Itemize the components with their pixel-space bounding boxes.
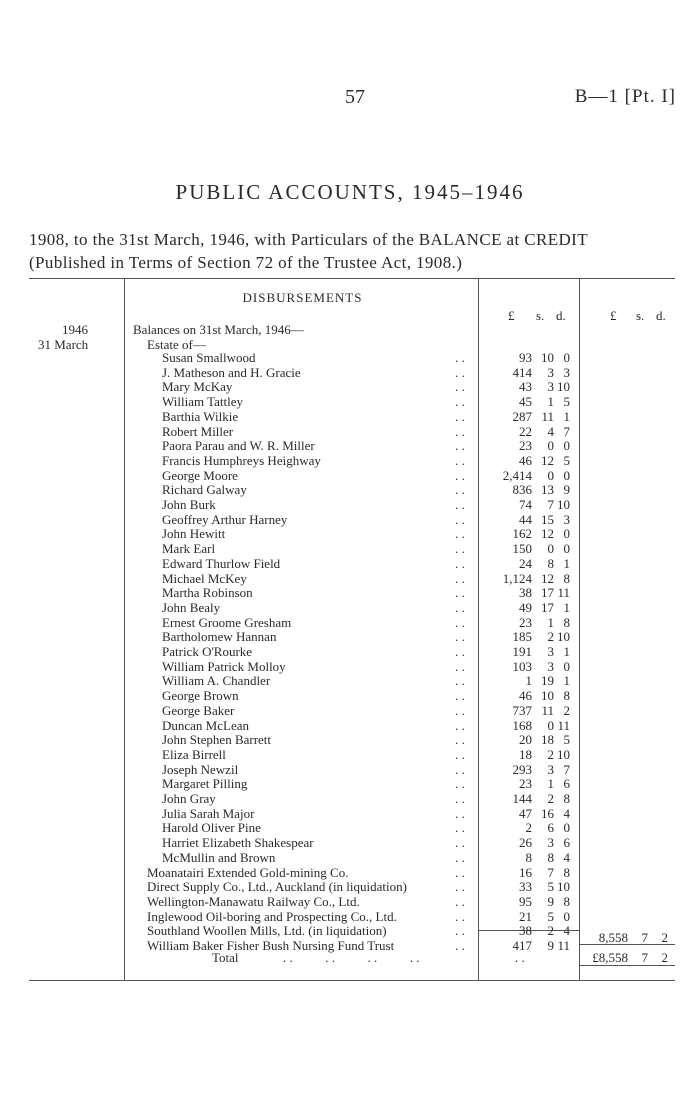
row-pence: 0 bbox=[563, 658, 570, 674]
row-shillings: 17 bbox=[541, 585, 554, 601]
row-pounds: 93 bbox=[519, 350, 532, 365]
row-pence: 10 bbox=[557, 746, 570, 762]
leader-dots: . . bbox=[455, 629, 465, 645]
row-shillings: 10 bbox=[541, 350, 554, 365]
row-pence: 4 bbox=[563, 923, 570, 939]
row-pounds: 22 bbox=[519, 423, 532, 439]
row-pence: 10 bbox=[557, 497, 570, 512]
leader-dots: . . bbox=[455, 482, 465, 498]
row-shillings: 18 bbox=[541, 732, 554, 748]
row-pence: 1 bbox=[563, 599, 570, 615]
row-pounds: 49 bbox=[519, 599, 532, 615]
row-pence: 8 bbox=[563, 570, 570, 586]
row-pence: 10 bbox=[557, 879, 570, 895]
row-pounds: 33 bbox=[519, 879, 532, 895]
table-row bbox=[0, 557, 700, 572]
row-pence: 3 bbox=[563, 511, 570, 527]
table-row bbox=[0, 498, 700, 513]
row-name: Joseph Newzil bbox=[162, 761, 239, 777]
row-name: Francis Humphreys Heighway bbox=[162, 452, 321, 468]
table-row bbox=[0, 645, 700, 660]
leader-dots: . . bbox=[455, 350, 465, 365]
row-name: Julia Sarah Major bbox=[162, 805, 255, 821]
estate-label: Estate of— bbox=[147, 337, 206, 352]
currency-pounds-header-2: £ bbox=[610, 308, 617, 323]
table-row bbox=[0, 410, 700, 425]
table-row bbox=[0, 439, 700, 454]
row-pounds: 47 bbox=[519, 805, 532, 821]
row-pounds: 44 bbox=[519, 511, 532, 527]
row-pounds: 46 bbox=[519, 452, 532, 468]
row-shillings: 9 bbox=[547, 938, 554, 953]
row-shillings: 3 bbox=[547, 379, 554, 395]
row-pounds: 287 bbox=[512, 408, 532, 424]
row-name: Harriet Elizabeth Shakespear bbox=[162, 835, 314, 851]
row-name: William A. Chandler bbox=[162, 673, 271, 689]
table-row bbox=[0, 792, 700, 807]
row-pounds: 8 bbox=[525, 849, 532, 865]
row-pence: 0 bbox=[563, 526, 570, 542]
table-row bbox=[0, 910, 700, 925]
row-name: Mary McKay bbox=[162, 379, 233, 395]
row-pounds: 836 bbox=[512, 482, 532, 498]
row-name: Mark Earl bbox=[162, 541, 216, 557]
table-row bbox=[0, 425, 700, 440]
row-pence: 9 bbox=[563, 482, 570, 498]
table-row bbox=[0, 469, 700, 484]
table-row bbox=[0, 733, 700, 748]
leader-dots: . . bbox=[455, 364, 465, 380]
row-pounds: 150 bbox=[512, 541, 532, 557]
row-pounds: 26 bbox=[519, 835, 532, 851]
table-row bbox=[0, 821, 700, 836]
row-shillings: 3 bbox=[547, 644, 554, 659]
document-reference: B—1 [Pt. I] bbox=[574, 86, 676, 107]
row-shillings: 3 bbox=[547, 835, 554, 851]
leader-dots: . . bbox=[455, 849, 465, 865]
table-row bbox=[0, 601, 700, 616]
leader-dots: . . bbox=[455, 688, 465, 704]
total-shillings: 7 bbox=[641, 950, 648, 965]
leader-dots: . . bbox=[455, 776, 465, 792]
row-pounds: 191 bbox=[512, 644, 532, 659]
row-pence: 1 bbox=[563, 408, 570, 424]
row-pence: 10 bbox=[557, 379, 570, 395]
leader-dots: . . bbox=[455, 702, 465, 718]
row-pence: 6 bbox=[563, 835, 570, 851]
subtitle-line-1: 1908, to the 31st March, 1946, with Particulars of the BALANCE at CREDIT bbox=[29, 230, 589, 249]
row-shillings: 4 bbox=[547, 423, 554, 439]
table-row bbox=[0, 454, 700, 469]
row-pounds: 23 bbox=[519, 614, 532, 630]
row-name: Richard Galway bbox=[162, 482, 247, 498]
row-pence: 6 bbox=[563, 776, 570, 792]
row-name: Ernest Groome Gresham bbox=[162, 614, 292, 630]
row-shillings: 2 bbox=[547, 791, 554, 806]
leader-dots: . . bbox=[455, 673, 465, 689]
row-pence: 8 bbox=[563, 688, 570, 704]
table-row bbox=[0, 616, 700, 631]
row-shillings: 17 bbox=[541, 599, 554, 615]
row-name: Direct Supply Co., Ltd., Auckland (in liquidation) bbox=[147, 879, 407, 895]
row-pence: 8 bbox=[563, 864, 570, 880]
row-pence: 2 bbox=[563, 702, 570, 718]
row-shillings: 3 bbox=[547, 364, 554, 380]
row-pounds: 20 bbox=[519, 732, 532, 748]
leader-dots: . . bbox=[455, 791, 465, 806]
row-name: Duncan McLean bbox=[162, 717, 249, 733]
row-pence: 8 bbox=[563, 791, 570, 806]
page-title: PUBLIC ACCOUNTS, 1945–1946 bbox=[175, 180, 525, 204]
row-shillings: 3 bbox=[547, 658, 554, 674]
leader-dots: . . bbox=[455, 423, 465, 439]
row-pence: 7 bbox=[563, 761, 570, 777]
row-shillings: 15 bbox=[541, 511, 554, 527]
row-shillings: 16 bbox=[541, 805, 554, 821]
table-row bbox=[0, 483, 700, 498]
table-row bbox=[0, 513, 700, 528]
leader-dots: . . bbox=[455, 923, 465, 939]
table-row bbox=[0, 777, 700, 792]
row-name: Geoffrey Arthur Harney bbox=[162, 511, 288, 527]
leader-dots: . . bbox=[455, 893, 465, 909]
row-shillings: 0 bbox=[547, 717, 554, 733]
row-pence: 1 bbox=[563, 555, 570, 571]
leader-dots: . . bbox=[455, 658, 465, 674]
subtotal-pounds: 8,558 bbox=[598, 930, 628, 945]
row-shillings: 2 bbox=[547, 629, 554, 645]
row-pounds: 43 bbox=[519, 379, 532, 395]
row-name: Barthia Wilkie bbox=[162, 408, 239, 424]
total-dots: . . . . . . . . bbox=[283, 950, 420, 965]
leader-dots: . . bbox=[455, 761, 465, 777]
row-name: Bartholomew Hannan bbox=[162, 629, 277, 645]
row-name: Eliza Birrell bbox=[162, 746, 226, 762]
leader-dots: . . bbox=[455, 541, 465, 557]
row-name: William Tattley bbox=[162, 394, 244, 410]
row-shillings: 12 bbox=[541, 570, 554, 586]
currency-pounds-header-1: £ bbox=[508, 308, 515, 323]
leader-dots: . . bbox=[455, 452, 465, 468]
table-row bbox=[0, 572, 700, 587]
row-pounds: 162 bbox=[512, 526, 532, 542]
row-name: Southland Woollen Mills, Ltd. (in liquidation) bbox=[147, 923, 387, 939]
page-number: 57 bbox=[345, 86, 365, 108]
balances-label: Balances on 31st March, 1946— bbox=[133, 322, 304, 337]
row-name: George Moore bbox=[162, 467, 238, 483]
row-pounds: 103 bbox=[512, 658, 532, 674]
table-row bbox=[0, 542, 700, 557]
leader-dots: . . bbox=[455, 938, 465, 953]
row-name: Harold Oliver Pine bbox=[162, 820, 261, 836]
leader-dots: . . bbox=[455, 497, 465, 512]
table-row bbox=[0, 366, 700, 381]
row-name: William Patrick Molloy bbox=[162, 658, 286, 674]
section-heading: DISBURSEMENTS bbox=[242, 290, 363, 305]
leader-dots: . . bbox=[455, 379, 465, 395]
row-pence: 0 bbox=[563, 467, 570, 483]
row-name: Paora Parau and W. R. Miller bbox=[162, 438, 315, 454]
table-row bbox=[0, 895, 700, 910]
row-pence: 7 bbox=[563, 423, 570, 439]
leader-dots: . . bbox=[455, 644, 465, 659]
leader-dots: . . bbox=[455, 746, 465, 762]
row-shillings: 1 bbox=[547, 776, 554, 792]
row-pounds: 185 bbox=[512, 629, 532, 645]
subtotal-pence: 2 bbox=[661, 930, 668, 945]
row-shillings: 3 bbox=[547, 761, 554, 777]
row-name: George Brown bbox=[162, 688, 239, 704]
row-pounds: 18 bbox=[519, 746, 532, 762]
row-pounds: 168 bbox=[512, 717, 532, 733]
table-row bbox=[0, 527, 700, 542]
total-col1-dots: . . bbox=[515, 950, 525, 965]
table-row bbox=[0, 880, 700, 895]
row-shillings: 10 bbox=[541, 688, 554, 704]
leader-dots: . . bbox=[455, 732, 465, 748]
row-pounds: 23 bbox=[519, 438, 532, 454]
date-year: 1946 bbox=[62, 322, 88, 337]
currency-pence-header-2: d. bbox=[656, 308, 666, 323]
row-name: McMullin and Brown bbox=[162, 849, 276, 865]
row-name: Robert Miller bbox=[162, 423, 234, 439]
row-pounds: 417 bbox=[512, 938, 532, 953]
row-pence: 11 bbox=[557, 585, 570, 601]
row-shillings: 7 bbox=[547, 497, 554, 512]
row-name: John Bealy bbox=[162, 599, 221, 615]
row-shillings: 2 bbox=[547, 746, 554, 762]
total-label: Total bbox=[212, 950, 239, 965]
row-name: William Baker Fisher Bush Nursing Fund Trust bbox=[147, 938, 395, 953]
table-row bbox=[0, 395, 700, 410]
row-pounds: 21 bbox=[519, 908, 532, 924]
row-name: Moanatairi Extended Gold-mining Co. bbox=[147, 864, 349, 880]
row-pounds: 2,414 bbox=[502, 467, 532, 483]
row-shillings: 0 bbox=[547, 438, 554, 454]
row-pounds: 74 bbox=[519, 497, 532, 512]
row-pence: 0 bbox=[563, 350, 570, 365]
row-name: John Gray bbox=[162, 791, 216, 806]
table-row bbox=[0, 586, 700, 601]
row-pounds: 1 bbox=[525, 673, 532, 689]
leader-dots: . . bbox=[455, 585, 465, 601]
row-pounds: 737 bbox=[512, 702, 532, 718]
leader-dots: . . bbox=[455, 820, 465, 836]
leader-dots: . . bbox=[455, 467, 465, 483]
row-pence: 10 bbox=[557, 629, 570, 645]
row-shillings: 11 bbox=[541, 702, 554, 718]
leader-dots: . . bbox=[455, 570, 465, 586]
table-row bbox=[0, 763, 700, 778]
row-shillings: 1 bbox=[547, 614, 554, 630]
table-row bbox=[0, 851, 700, 866]
leader-dots: . . bbox=[455, 599, 465, 615]
leader-dots: . . bbox=[455, 408, 465, 424]
table-row bbox=[0, 660, 700, 675]
row-shillings: 13 bbox=[541, 482, 554, 498]
table-row bbox=[0, 748, 700, 763]
row-pence: 11 bbox=[557, 938, 570, 953]
subtotal-shillings: 7 bbox=[641, 930, 648, 945]
row-shillings: 0 bbox=[547, 541, 554, 557]
leader-dots: . . bbox=[455, 717, 465, 733]
leader-dots: . . bbox=[455, 908, 465, 924]
row-pence: 1 bbox=[563, 644, 570, 659]
row-pounds: 46 bbox=[519, 688, 532, 704]
table-row bbox=[0, 630, 700, 645]
table-bottom-rule bbox=[29, 980, 675, 981]
row-pounds: 2 bbox=[525, 820, 532, 836]
row-shillings: 7 bbox=[547, 864, 554, 880]
table-row bbox=[0, 380, 700, 395]
row-pence: 4 bbox=[563, 849, 570, 865]
row-pence: 4 bbox=[563, 805, 570, 821]
currency-pence-header-1: d. bbox=[556, 308, 566, 323]
leader-dots: . . bbox=[455, 805, 465, 821]
row-pounds: 16 bbox=[519, 864, 532, 880]
row-pounds: 144 bbox=[512, 791, 532, 806]
leader-dots: . . bbox=[455, 438, 465, 454]
row-pounds: 414 bbox=[512, 364, 532, 380]
row-pounds: 1,124 bbox=[502, 570, 532, 586]
row-name: Margaret Pilling bbox=[162, 776, 248, 792]
row-pence: 8 bbox=[563, 893, 570, 909]
row-name: Martha Robinson bbox=[162, 585, 253, 601]
leader-dots: . . bbox=[455, 879, 465, 895]
table-row bbox=[0, 866, 700, 881]
row-pounds: 23 bbox=[519, 776, 532, 792]
table-row bbox=[0, 674, 700, 689]
leader-dots: . . bbox=[455, 835, 465, 851]
row-shillings: 12 bbox=[541, 452, 554, 468]
row-pounds: 45 bbox=[519, 394, 532, 410]
leader-dots: . . bbox=[455, 511, 465, 527]
row-name: Inglewood Oil-boring and Prospecting Co., Ltd. bbox=[147, 908, 397, 924]
row-pounds: 24 bbox=[519, 555, 532, 571]
row-shillings: 1 bbox=[547, 394, 554, 410]
row-pence: 5 bbox=[563, 732, 570, 748]
row-shillings: 8 bbox=[547, 555, 554, 571]
row-name: Michael McKey bbox=[162, 570, 247, 586]
row-name: John Hewitt bbox=[162, 526, 226, 542]
leader-dots: . . bbox=[455, 394, 465, 410]
date-day-month: 31 March bbox=[38, 337, 89, 352]
total-pence: 2 bbox=[661, 950, 668, 965]
row-pence: 1 bbox=[563, 673, 570, 689]
row-shillings: 11 bbox=[541, 408, 554, 424]
row-pence: 11 bbox=[557, 717, 570, 733]
row-shillings: 19 bbox=[541, 673, 554, 689]
row-name: J. Matheson and H. Gracie bbox=[162, 364, 301, 380]
row-pence: 5 bbox=[563, 394, 570, 410]
row-shillings: 6 bbox=[547, 820, 554, 836]
table-row bbox=[0, 689, 700, 704]
subtitle-line-2: (Published in Terms of Section 72 of the Trustee Act, 1908.) bbox=[29, 253, 463, 272]
row-name: John Stephen Barrett bbox=[162, 732, 272, 748]
row-pence: 8 bbox=[563, 614, 570, 630]
table-row bbox=[0, 351, 700, 366]
leader-dots: . . bbox=[455, 864, 465, 880]
row-shillings: 8 bbox=[547, 849, 554, 865]
row-pounds: 38 bbox=[519, 585, 532, 601]
leader-dots: . . bbox=[455, 555, 465, 571]
table-row bbox=[0, 836, 700, 851]
row-shillings: 5 bbox=[547, 908, 554, 924]
currency-shillings-header-2: s. bbox=[636, 308, 645, 323]
row-pounds: 293 bbox=[512, 761, 532, 777]
row-pence: 5 bbox=[563, 452, 570, 468]
row-pence: 0 bbox=[563, 908, 570, 924]
row-shillings: 12 bbox=[541, 526, 554, 542]
row-pence: 0 bbox=[563, 541, 570, 557]
row-name: Patrick O'Rourke bbox=[162, 644, 253, 659]
row-pounds: 95 bbox=[519, 893, 532, 909]
leader-dots: . . bbox=[455, 526, 465, 542]
row-shillings: 0 bbox=[547, 467, 554, 483]
row-pence: 0 bbox=[563, 820, 570, 836]
row-pence: 3 bbox=[563, 364, 570, 380]
row-pounds: 38 bbox=[519, 923, 532, 939]
row-shillings: 5 bbox=[547, 879, 554, 895]
table-row bbox=[0, 704, 700, 719]
table-row bbox=[0, 719, 700, 734]
leader-dots: . . bbox=[455, 614, 465, 630]
row-name: Edward Thurlow Field bbox=[162, 555, 281, 571]
currency-shillings-header-1: s. bbox=[536, 308, 545, 323]
row-name: Susan Smallwood bbox=[162, 350, 256, 365]
row-name: Wellington-Manawatu Railway Co., Ltd. bbox=[147, 893, 360, 909]
row-shillings: 9 bbox=[547, 893, 554, 909]
row-name: John Burk bbox=[162, 497, 216, 512]
table-row bbox=[0, 807, 700, 822]
row-pence: 0 bbox=[563, 438, 570, 454]
total-pounds: £8,558 bbox=[592, 950, 628, 965]
row-shillings: 2 bbox=[547, 923, 554, 939]
row-name: George Baker bbox=[162, 702, 235, 718]
